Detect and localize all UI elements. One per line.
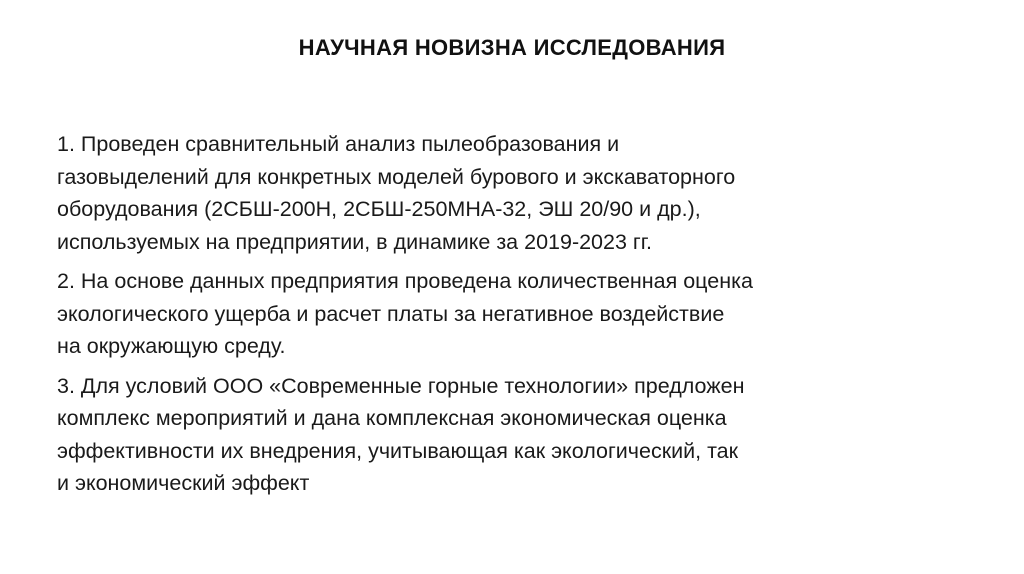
point-1-line-1: 1. Проведен сравнительный анализ пылеобразования и xyxy=(57,132,620,156)
slide-title: НАУЧНАЯ НОВИЗНА ИССЛЕДОВАНИЯ xyxy=(298,35,726,60)
point-2-line-2: экологического ущерба и расчет платы за негативное воздействие xyxy=(57,301,725,326)
point-2-line-1: 2. На основе данных предприятия проведена количественная оценка xyxy=(57,269,753,293)
point-1-line-3: оборудования (2СБШ-200Н, 2СБШ-250МНА-32, ЭШ 20/90 и др.), xyxy=(57,197,701,221)
novelty-point-3 xyxy=(57,370,987,500)
point-2-line-3: на окружающую среду. xyxy=(57,334,286,358)
novelty-point-2 xyxy=(57,265,987,363)
point-3-line-4: и экономический эффект xyxy=(57,471,310,495)
point-3-line-3: эффективности их внедрения, учитывающая как экологический, так xyxy=(57,438,739,463)
point-3-line-1: 3. Для условий ООО «Современные горные технологии» предложен xyxy=(57,373,745,398)
point-1-line-2: газовыделений для конкретных моделей бурового и экскаваторного xyxy=(57,164,736,189)
slide-body xyxy=(57,128,987,507)
point-1-line-4: используемых на предприятии, в динамике за 2019-2023 гг. xyxy=(57,229,652,254)
point-3-line-2: комплекс мероприятий и дана комплексная экономическая оценка xyxy=(57,406,727,430)
novelty-point-1 xyxy=(57,128,987,258)
